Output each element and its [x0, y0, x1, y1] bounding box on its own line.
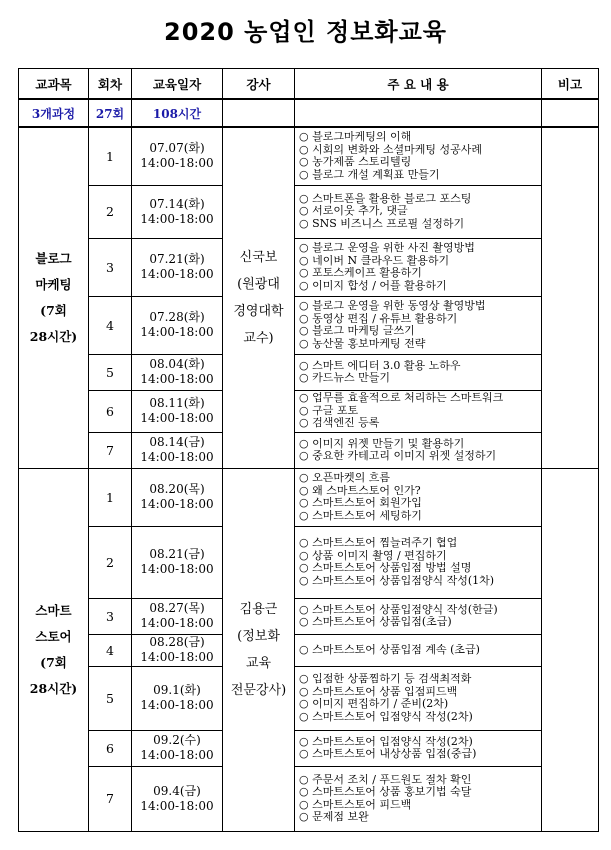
- summary-round: 27회: [89, 99, 132, 127]
- list-item: ○ 스마트스토어 상품입점 계속 (초급): [299, 644, 541, 657]
- date-cell: [132, 730, 223, 766]
- content-list: [299, 472, 541, 522]
- content-list: [299, 673, 541, 723]
- subject-line: 28시간): [29, 328, 78, 344]
- teacher-line: 전문강사): [230, 682, 287, 698]
- list-item: ○ 스마트스토어 상품입점(초급): [299, 616, 541, 629]
- date-cell: [132, 296, 223, 354]
- date-text: 08.21(금): [149, 547, 205, 561]
- round-cell: 7: [89, 766, 132, 831]
- header-memo: 비고: [542, 69, 599, 100]
- teacher-line: 교육: [245, 655, 272, 671]
- round-cell: 2: [89, 526, 132, 598]
- summary-row: [19, 99, 599, 127]
- header-round: 회차: [89, 69, 132, 100]
- time-text: 14:00-18:00: [140, 650, 214, 664]
- list-item: ○ 농산물 홍보마케팅 전략: [299, 338, 541, 351]
- header-teacher: 강사: [223, 69, 295, 100]
- teacher-line: (정보화: [237, 628, 280, 644]
- list-item: ○ 블로그 마케팅 글쓰기: [299, 325, 541, 338]
- time-text: 14:00-18:00: [140, 698, 214, 712]
- date-cell: [132, 634, 223, 666]
- list-item: ○ 스마트스토어 상품 입점피드백: [299, 686, 541, 699]
- teacher-line: 경영대학: [233, 303, 284, 319]
- list-item: ○ 업무를 효율적으로 처리하는 스마트워크: [299, 392, 541, 405]
- content-cell: [295, 390, 542, 432]
- content-cell: [295, 238, 542, 296]
- time-text: 14:00-18:00: [140, 562, 214, 576]
- list-item: ○ 중요한 카테고리 이미지 위젯 설정하기: [299, 450, 541, 463]
- date-cell: [132, 390, 223, 432]
- round-cell: 5: [89, 354, 132, 390]
- teacher-line: 신국보: [239, 249, 278, 265]
- content-list: [299, 360, 541, 385]
- table-row: [19, 238, 599, 296]
- list-item: ○ 스마트스토어 상품 홍보기법 숙달: [299, 786, 541, 799]
- content-list: [299, 242, 541, 292]
- table-row: [19, 354, 599, 390]
- time-text: 14:00-18:00: [140, 798, 214, 813]
- time-text: 14:00-18:00: [140, 156, 214, 171]
- list-item: ○ 스마트스토어 내상상품 입점(중급): [299, 748, 541, 761]
- content-list: [299, 438, 541, 463]
- date-text: 08.20(목): [149, 482, 205, 496]
- subject-line: 28시간): [29, 680, 78, 696]
- header-content: 주 요 내 용: [295, 69, 542, 100]
- date-text: 07.21(화): [149, 252, 205, 266]
- list-item: ○ 이미지 위젯 만들기 및 활용하기: [299, 438, 541, 451]
- content-cell: [295, 526, 542, 598]
- list-item: ○ 카드뉴스 만들기: [299, 372, 541, 385]
- summary-blank: [295, 99, 542, 127]
- content-cell: [295, 766, 542, 831]
- list-item: ○ 서로이웃 추가, 댓글: [299, 205, 541, 218]
- date-cell: [132, 127, 223, 185]
- list-item: ○ 오픈마켓의 흐름: [299, 472, 541, 485]
- list-item: ○ 상품 이미지 촬영 / 편집하기: [299, 550, 541, 563]
- list-item: ○ 스마트폰을 활용한 블로그 포스팅: [299, 193, 541, 206]
- date-cell: [132, 185, 223, 238]
- teacher-line: 교수): [243, 330, 274, 346]
- memo-cell: [542, 468, 599, 831]
- date-text: 08.28(금): [149, 635, 205, 649]
- date-cell: [132, 238, 223, 296]
- list-item: ○ 문제점 보완: [299, 811, 541, 824]
- time-text: 14:00-18:00: [140, 616, 214, 630]
- content-list: [299, 392, 541, 430]
- subject-cell: [19, 468, 89, 831]
- list-item: ○ 이미지 편집하기 / 준비(2차): [299, 698, 541, 711]
- content-cell: [295, 598, 542, 634]
- teacher-cell: [223, 468, 295, 831]
- teacher-line: 김용근: [239, 601, 278, 617]
- list-item: ○ 구글 포토: [299, 405, 541, 418]
- header-date: 교육일자: [132, 69, 223, 100]
- date-cell: [132, 766, 223, 831]
- list-item: ○ 스마트스토어 찜늘려주기 협업: [299, 537, 541, 550]
- subject-line: 마케팅: [35, 276, 72, 292]
- content-cell: [295, 185, 542, 238]
- list-item: ○ 스마트스토어 회원가입: [299, 497, 541, 510]
- list-item: ○ 왜 스마트스토어 인가?: [299, 485, 541, 498]
- date-text: 07.14(화): [149, 196, 205, 211]
- content-list: [299, 193, 541, 231]
- list-item: ○ 스마트 에디터 3.0 활용 노하우: [299, 360, 541, 373]
- content-list: [299, 736, 541, 761]
- table-row: [19, 127, 599, 185]
- time-text: 14:00-18:00: [140, 450, 214, 464]
- table-row: [19, 185, 599, 238]
- date-text: 08.11(화): [149, 396, 205, 410]
- content-list: [299, 131, 541, 181]
- date-text: 07.07(화): [149, 141, 205, 156]
- date-text: 08.14(금): [149, 435, 205, 449]
- subject-line: 블로그: [35, 250, 72, 266]
- table-row: [19, 730, 599, 766]
- memo-cell: [542, 127, 599, 468]
- time-text: 14:00-18:00: [140, 325, 214, 339]
- list-item: ○ 블로그마케팅의 이해: [299, 131, 541, 144]
- content-list: [299, 537, 541, 587]
- date-text: 08.27(목): [149, 601, 205, 615]
- content-cell: [295, 468, 542, 526]
- table-row: [19, 634, 599, 666]
- teacher-cell: [223, 127, 295, 468]
- date-text: 07.28(화): [149, 310, 205, 324]
- date-cell: [132, 432, 223, 468]
- summary-blank: [542, 99, 599, 127]
- date-text: 09.4(금): [153, 783, 201, 798]
- content-cell: [295, 127, 542, 185]
- list-item: ○ 스마트스토어 입점양식 작성(2차): [299, 736, 541, 749]
- time-text: 14:00-18:00: [140, 748, 214, 762]
- content-cell: [295, 634, 542, 666]
- page-title: 2020 농업인 정보화교육: [164, 18, 447, 46]
- list-item: ○ 네이버 N 클라우드 활용하기: [299, 255, 541, 268]
- round-cell: 1: [89, 127, 132, 185]
- header-subject: 교과목: [19, 69, 89, 100]
- list-item: ○ 동영상 편집 / 유튜브 활용하기: [299, 313, 541, 326]
- date-text: 08.04(화): [149, 357, 205, 371]
- list-item: ○ 이미지 합성 / 어플 활용하기: [299, 280, 541, 293]
- date-cell: [132, 468, 223, 526]
- list-item: ○ 주문서 조치 / 푸드원도 절차 확인: [299, 774, 541, 787]
- content-list: [299, 300, 541, 350]
- round-cell: 3: [89, 238, 132, 296]
- list-item: ○ 스마트스토어 세팅하기: [299, 510, 541, 523]
- subject-line: 스마트: [35, 602, 72, 618]
- content-cell: [295, 296, 542, 354]
- list-item: ○ 시회의 변화와 소셜마케팅 성공사례: [299, 144, 541, 157]
- round-cell: 4: [89, 296, 132, 354]
- content-cell: [295, 432, 542, 468]
- date-cell: [132, 666, 223, 730]
- round-cell: 1: [89, 468, 132, 526]
- table-header-row: [19, 69, 599, 100]
- subject-line: 스토어: [35, 628, 72, 644]
- round-cell: 6: [89, 730, 132, 766]
- list-item: ○ 스마트스토어 상품입점양식 작성(한글): [299, 604, 541, 617]
- table-row: [19, 468, 599, 526]
- content-cell: [295, 354, 542, 390]
- list-item: ○ 스마트스토어 피드백: [299, 799, 541, 812]
- round-cell: 2: [89, 185, 132, 238]
- list-item: ○ 스마트스토어 입점양식 작성(2차): [299, 711, 541, 724]
- list-item: ○ 블로그 운영을 위한 동영상 촬영방법: [299, 300, 541, 313]
- round-cell: 4: [89, 634, 132, 666]
- round-cell: 3: [89, 598, 132, 634]
- schedule-table: [18, 68, 599, 832]
- date-text: 09.2(수): [153, 733, 201, 747]
- date-cell: [132, 526, 223, 598]
- list-item: ○ 블로그 운영을 위한 사진 촬영방법: [299, 242, 541, 255]
- table-row: [19, 390, 599, 432]
- table-row: [19, 766, 599, 831]
- subject-line: (7회: [40, 302, 67, 318]
- summary-hours: 108시간: [132, 99, 223, 127]
- teacher-line: (원광대: [237, 276, 280, 292]
- round-cell: 5: [89, 666, 132, 730]
- list-item: ○ 입점한 상품찜하기 등 검색최적화: [299, 673, 541, 686]
- list-item: ○ 검색엔진 등록: [299, 417, 541, 430]
- time-text: 14:00-18:00: [140, 372, 214, 386]
- list-item: ○ 포토스케이프 활용하기: [299, 267, 541, 280]
- table-row: [19, 432, 599, 468]
- subject-cell: [19, 127, 89, 468]
- subject-line: (7회: [40, 654, 67, 670]
- table-row: [19, 598, 599, 634]
- list-item: ○ 스마트스토어 상품입점 방법 설명: [299, 562, 541, 575]
- time-text: 14:00-18:00: [140, 497, 214, 511]
- summary-subject: 3개과정: [19, 99, 89, 127]
- list-item: ○ 농가제품 스토리텔링: [299, 156, 541, 169]
- date-cell: [132, 598, 223, 634]
- table-row: [19, 526, 599, 598]
- content-list: [299, 644, 541, 657]
- time-text: 14:00-18:00: [140, 267, 214, 281]
- round-cell: 7: [89, 432, 132, 468]
- list-item: ○ SNS 비즈니스 프로필 설정하기: [299, 218, 541, 231]
- time-text: 14:00-18:00: [140, 211, 214, 226]
- round-cell: 6: [89, 390, 132, 432]
- content-cell: [295, 730, 542, 766]
- time-text: 14:00-18:00: [140, 411, 214, 425]
- table-row: [19, 666, 599, 730]
- date-cell: [132, 354, 223, 390]
- list-item: ○ 블로그 개설 계획표 만들기: [299, 169, 541, 182]
- content-list: [299, 774, 541, 824]
- content-cell: [295, 666, 542, 730]
- summary-blank: [223, 99, 295, 127]
- content-list: [299, 604, 541, 629]
- list-item: ○ 스마트스토어 상품입점양식 작성(1차): [299, 575, 541, 588]
- table-row: [19, 296, 599, 354]
- date-text: 09.1(화): [153, 683, 201, 697]
